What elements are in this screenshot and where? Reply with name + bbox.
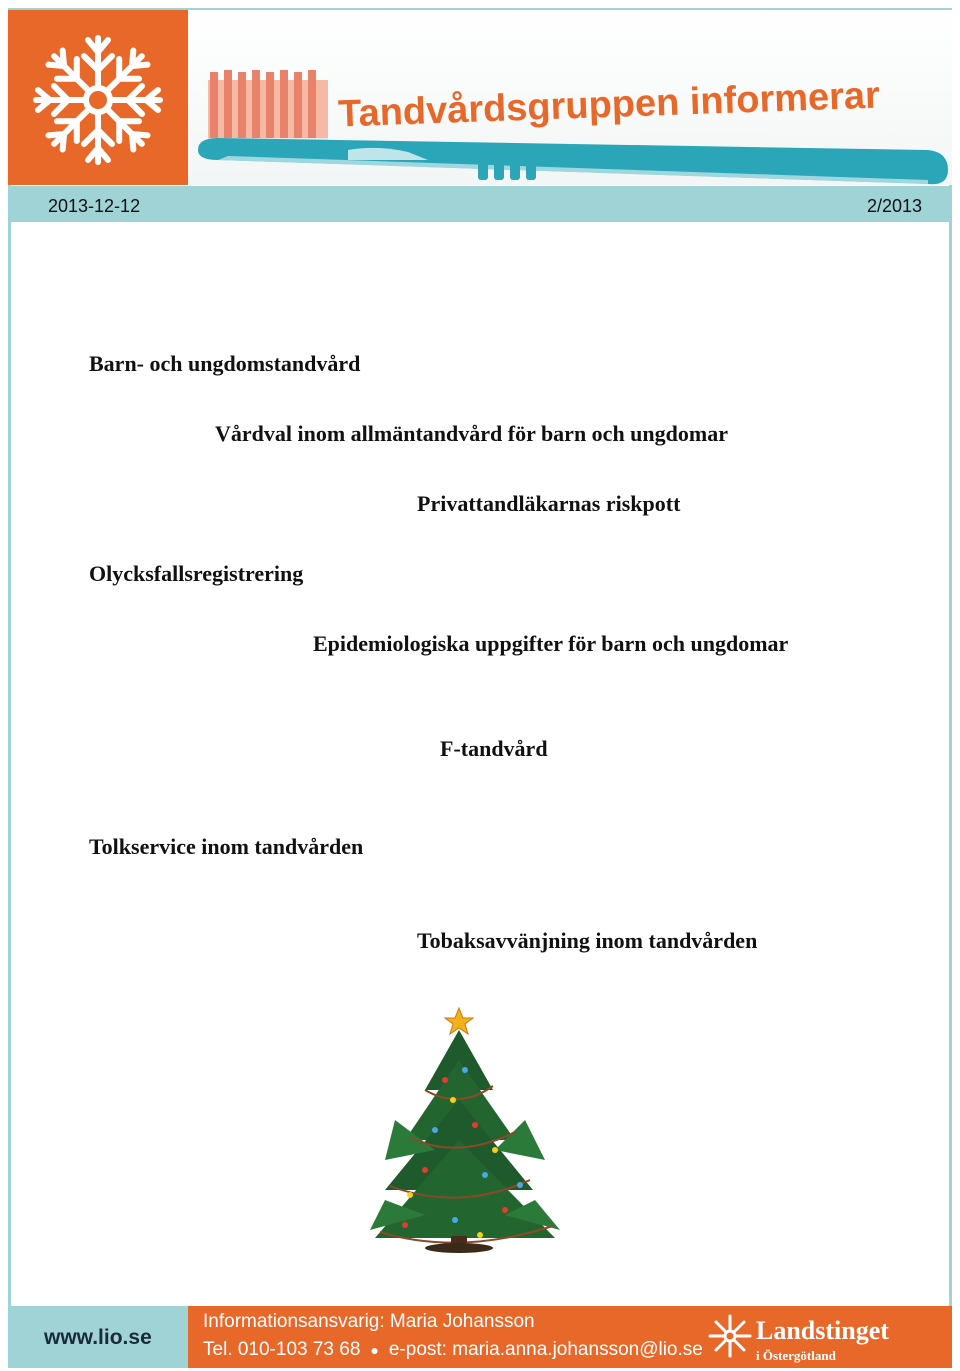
- landstinget-logo: [708, 1308, 948, 1366]
- phone-number: Tel. 010-103 73 68: [203, 1339, 361, 1360]
- email-address[interactable]: e-post: maria.anna.johansson@lio.se: [388, 1339, 703, 1360]
- heading-f-tandvard: F-tandvård: [440, 736, 548, 761]
- landstinget-name: Landstinget: [756, 1316, 889, 1345]
- banner-title: Tandvårdsgruppen informerar: [337, 74, 881, 136]
- heading-vardval: Vårdval inom allmäntandvård för barn och ungdomar: [215, 421, 728, 446]
- information-responsible: Informationsansvarig: Maria Johansson: [203, 1311, 535, 1332]
- christmas-tree-illustration: [365, 1000, 565, 1260]
- footer-contact-box: [188, 1306, 952, 1368]
- date-bar: [8, 186, 952, 222]
- snowflake-logo: [8, 10, 188, 185]
- heading-riskpott: Privattandläkarnas riskpott: [417, 491, 681, 516]
- footer-website-box: [8, 1306, 188, 1368]
- heading-barn-ungdomstandvard: Barn- och ungdomstandvård: [89, 351, 361, 376]
- header-banner: [188, 10, 952, 185]
- snowflake-icon: [8, 10, 188, 185]
- landstinget-emblem-icon: [708, 1312, 752, 1362]
- heading-tolkservice: Tolkservice inom tandvården: [89, 834, 364, 859]
- heading-olycksfall: Olycksfallsregistrering: [89, 561, 304, 586]
- heading-epidemiologiska: Epidemiologiska uppgifter för barn och ungdomar: [313, 631, 789, 656]
- bullet-separator: ●: [370, 1342, 379, 1358]
- landstinget-region: i Östergötland: [756, 1348, 836, 1363]
- publication-date: 2013-12-12: [48, 196, 141, 216]
- issue-number: 2/2013: [866, 196, 922, 216]
- heading-tobaksavvanjning: Tobaksavvänjning inom tandvården: [417, 928, 758, 953]
- website-link[interactable]: www.lio.se: [44, 1326, 152, 1349]
- christmas-tree-icon: [365, 1000, 565, 1260]
- contact-line: [203, 1339, 703, 1361]
